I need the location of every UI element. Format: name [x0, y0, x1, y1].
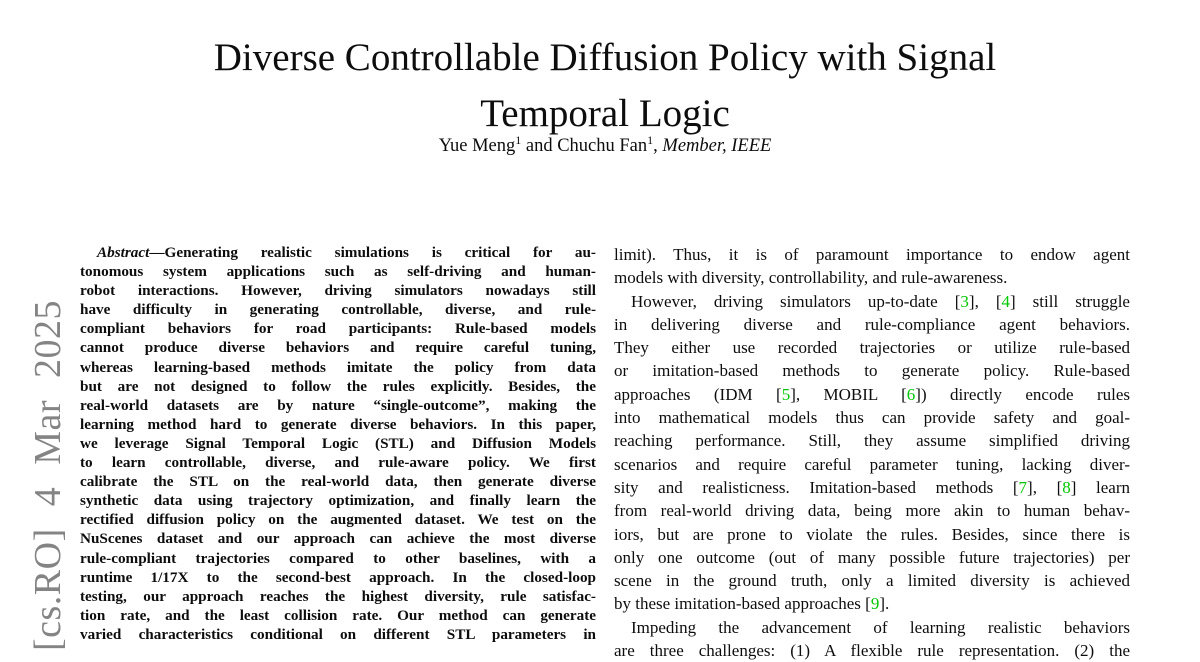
abstract-line: rectified diffusion policy on the augmented dataset. We test on the — [80, 511, 596, 529]
paper-title — [5, 30, 1200, 142]
abstract-line: to learn controllable, diverse, and rule-aware policy. We first — [80, 454, 596, 472]
body-text-line: into mathematical models thus can provide safety and goal- — [614, 408, 1130, 428]
citation-link[interactable]: 8 — [1062, 477, 1071, 497]
abstract-line: robot interactions. However, driving simulators nowadays still — [80, 282, 596, 300]
abstract-line: learning method hard to generate diverse behaviors. In this paper, — [80, 415, 596, 433]
body-text-line: models with diversity, controllability, and rule-awareness. — [614, 268, 1008, 288]
abstract-line: have difficulty in generating controllable, diverse, and rule- — [80, 301, 596, 319]
abstract-column — [80, 243, 596, 644]
abstract-line: tion rate, and the least collision rate. Our method can generate — [80, 606, 596, 624]
body-text-line: scene in the ground truth, only a limited diversity is achieved — [614, 571, 1130, 591]
citation-link[interactable]: 7 — [1018, 477, 1028, 497]
body-text-line: are three challenges: (1) A flexible rule representation. (2) the — [614, 641, 1130, 661]
introduction-lines — [614, 243, 1130, 662]
paper-title-line1: Diverse Controllable Diffusion Policy with Signal — [213, 36, 997, 80]
citation-link[interactable]: 4 — [1001, 291, 1010, 311]
abstract-line: NuScenes dataset and our approach can achieve the most diverse — [80, 530, 596, 548]
author-2-name: Chuchu Fan — [557, 136, 648, 156]
citation-link[interactable]: 5 — [781, 384, 791, 404]
paper-title-line2: Temporal Logic — [480, 92, 730, 136]
introduction-column — [614, 243, 1130, 662]
abstract-line: synthetic data using trajectory optimization, and finally learn the — [80, 492, 596, 510]
abstract-line: calibrate the STL on the real-world data, then generate diverse — [80, 473, 596, 491]
ieee-membership: Member, IEEE — [662, 136, 772, 156]
citation-link[interactable]: 6 — [906, 384, 916, 404]
body-text-line: or imitation-based methods to generate policy. Rule-based — [614, 361, 1130, 381]
body-text-line: iors, but are prone to violate the rules. Besides, since there is — [614, 524, 1130, 544]
author-2-affiliation-mark: 1 — [647, 132, 654, 147]
abstract-first-line — [80, 243, 596, 262]
abstract-line: runtime 1/17X to the second-best approach. In the closed-loop — [80, 568, 596, 586]
abstract-first-line-text: —Generating realistic simulations is critical for au- — [149, 244, 596, 261]
abstract-label: Abstract — [97, 244, 150, 261]
abstract-line: cannot produce diverse behaviors and require careful tuning, — [80, 339, 596, 357]
abstract-line: but are not designed to follow the rules explicitly. Besides, the — [80, 377, 596, 395]
author-1-affiliation-mark: 1 — [515, 132, 522, 147]
body-text-line: by these imitation-based approaches [9]. — [614, 594, 890, 614]
author-1-name: Yue Meng — [438, 136, 516, 156]
abstract-line: we leverage Signal Temporal Logic (STL) and Diffusion Models — [80, 434, 596, 452]
abstract-line: real-world datasets are by nature “single-outcome”, making the — [80, 396, 596, 414]
abstract-line: tonomous system applications such as self-driving and human- — [80, 263, 596, 281]
abstract-lines — [80, 262, 596, 644]
body-text-line: only one outcome (out of many possible future trajectories) per — [614, 547, 1130, 567]
body-text-line: approaches (IDM [5], MOBIL [6]) directly encode rules — [614, 384, 1130, 404]
arxiv-watermark: [cs.RO] 4 Mar 2025 — [27, 299, 69, 651]
body-text-line: from real-world driving data, being more akin to human behav- — [614, 501, 1130, 521]
authors-connector: and — [521, 136, 558, 156]
abstract-line: rule-compliant trajectories compared to other baselines, with a — [80, 549, 596, 567]
body-text-line: sity and realisticness. Imitation-based methods [7], [8] learn — [614, 477, 1130, 497]
abstract-line: testing, our approach reaches the highest diversity, rule satisfac- — [80, 587, 596, 605]
abstract-line: compliant behaviors for road participants: Rule-based models — [80, 320, 596, 338]
body-text-line: They either use recorded trajectories or utilize rule-based — [614, 338, 1130, 358]
citation-link[interactable]: 9 — [870, 594, 880, 614]
authors-line — [5, 132, 1200, 157]
abstract-line: whereas learning-based methods imitate the policy from data — [80, 358, 596, 376]
body-text-line: However, driving simulators up-to-date [3], [4] still struggle — [631, 291, 1130, 311]
citation-link[interactable]: 3 — [960, 291, 969, 311]
body-text-line: limit). Thus, it is of paramount importance to endow agent — [614, 245, 1130, 264]
body-text-line: in delivering diverse and rule-compliance agent behaviors. — [614, 314, 1130, 334]
authors-separator: , — [653, 136, 663, 156]
abstract-line: varied characteristics conditional on different STL parameters in — [80, 625, 596, 643]
body-text-line: reaching performance. Still, they assume simplified driving — [614, 431, 1130, 451]
body-text-line: scenarios and require careful parameter tuning, lacking diver- — [614, 454, 1130, 474]
body-text-line: Impeding the advancement of learning realistic behaviors — [631, 617, 1130, 637]
